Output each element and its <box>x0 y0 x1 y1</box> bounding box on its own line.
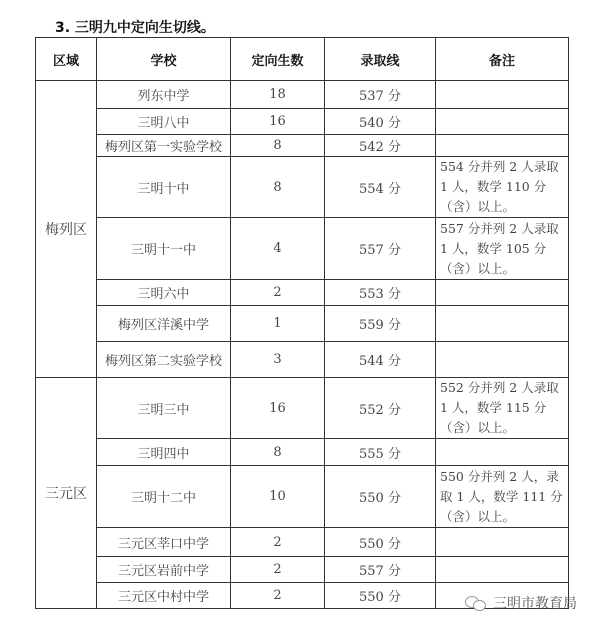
table-row <box>36 466 569 528</box>
school-cell: 三明三中 <box>97 378 231 439</box>
watermark-text: 三明市教育局 <box>493 596 577 612</box>
school-cell: 三元区中村中学 <box>97 583 231 609</box>
district-cell: 梅列区 <box>36 81 97 378</box>
school-cell: 梅列区第一实验学校 <box>97 135 231 157</box>
wechat-icon <box>465 596 487 610</box>
note-cell: 554 分并列 2 人录取 1 人，数学 110 分（含）以上。 <box>436 157 569 218</box>
note-cell <box>436 280 569 306</box>
table-row <box>36 378 569 439</box>
school-cell: 三明十二中 <box>97 466 231 528</box>
note-cell <box>436 81 569 109</box>
note-cell <box>436 135 569 157</box>
quota-cell: 4 <box>231 218 325 280</box>
quota-cell: 16 <box>231 109 325 135</box>
school-cell: 梅列区第二实验学校 <box>97 342 231 378</box>
quota-cell: 8 <box>231 135 325 157</box>
section-title: 3. 三明九中定向生切线。 <box>55 20 215 36</box>
table-row <box>36 528 569 557</box>
quota-cell: 1 <box>231 306 325 342</box>
table-row <box>36 157 569 218</box>
score-cell: 544 分 <box>325 342 436 378</box>
header-district: 区域 <box>36 38 97 81</box>
admission-table <box>35 37 569 609</box>
quota-cell: 8 <box>231 439 325 466</box>
score-cell: 552 分 <box>325 378 436 439</box>
watermark <box>465 593 577 613</box>
quota-cell: 2 <box>231 557 325 583</box>
note-cell <box>436 306 569 342</box>
table-header-row <box>36 38 569 81</box>
quota-cell: 16 <box>231 378 325 439</box>
score-cell: 553 分 <box>325 280 436 306</box>
table-row <box>36 280 569 306</box>
note-cell <box>436 557 569 583</box>
table-row <box>36 557 569 583</box>
score-cell: 550 分 <box>325 466 436 528</box>
score-cell: 554 分 <box>325 157 436 218</box>
score-cell: 542 分 <box>325 135 436 157</box>
note-cell: 550 分并列 2 人，录取 1 人，数学 111 分（含）以上。 <box>436 466 569 528</box>
school-cell: 三明六中 <box>97 280 231 306</box>
school-cell: 三元区岩前中学 <box>97 557 231 583</box>
table-row <box>36 218 569 280</box>
quota-cell: 2 <box>231 583 325 609</box>
quota-cell: 18 <box>231 81 325 109</box>
school-cell: 三明四中 <box>97 439 231 466</box>
score-cell: 550 分 <box>325 583 436 609</box>
school-cell: 三明八中 <box>97 109 231 135</box>
table-row <box>36 342 569 378</box>
score-cell: 557 分 <box>325 557 436 583</box>
note-cell: 552 分并列 2 人录取 1 人，数学 115 分（含）以上。 <box>436 378 569 439</box>
school-cell: 列东中学 <box>97 81 231 109</box>
header-quota: 定向生数 <box>231 38 325 81</box>
table-row <box>36 306 569 342</box>
score-cell: 540 分 <box>325 109 436 135</box>
table-row <box>36 439 569 466</box>
note-cell <box>436 528 569 557</box>
header-school: 学校 <box>97 38 231 81</box>
score-cell: 550 分 <box>325 528 436 557</box>
score-cell: 557 分 <box>325 218 436 280</box>
header-note: 备注 <box>436 38 569 81</box>
table-row <box>36 135 569 157</box>
header-score: 录取线 <box>325 38 436 81</box>
note-cell: 557 分并列 2 人录取 1 人，数学 105 分（含）以上。 <box>436 218 569 280</box>
note-cell <box>436 439 569 466</box>
school-cell: 三明十一中 <box>97 218 231 280</box>
quota-cell: 2 <box>231 280 325 306</box>
quota-cell: 10 <box>231 466 325 528</box>
school-cell: 梅列区洋溪中学 <box>97 306 231 342</box>
note-cell <box>436 342 569 378</box>
score-cell: 559 分 <box>325 306 436 342</box>
score-cell: 537 分 <box>325 81 436 109</box>
score-cell: 555 分 <box>325 439 436 466</box>
quota-cell: 3 <box>231 342 325 378</box>
quota-cell: 8 <box>231 157 325 218</box>
district-cell: 三元区 <box>36 378 97 609</box>
table-row <box>36 109 569 135</box>
quota-cell: 2 <box>231 528 325 557</box>
school-cell: 三元区莘口中学 <box>97 528 231 557</box>
note-cell <box>436 109 569 135</box>
table-row <box>36 81 569 109</box>
school-cell: 三明十中 <box>97 157 231 218</box>
